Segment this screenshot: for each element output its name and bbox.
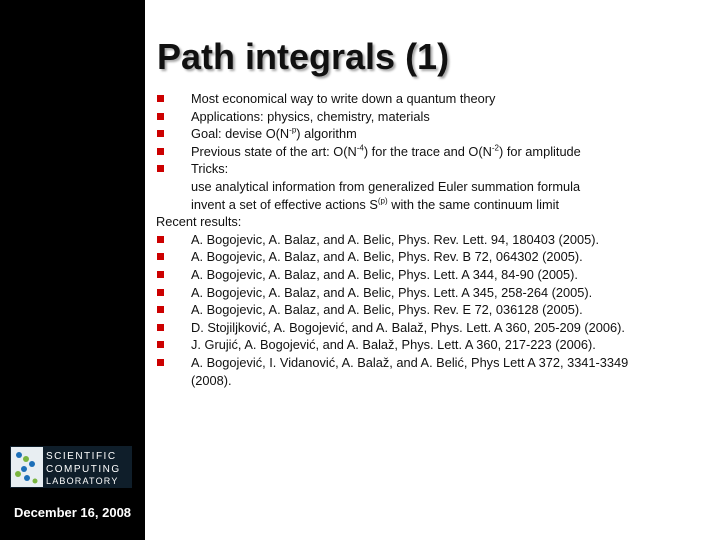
bullet-text-post: ) algorithm	[296, 126, 357, 142]
bullet-square-icon	[157, 253, 164, 260]
reference-text: A. Bogojevic, A. Balaz, and A. Belic, Phys. Lett. A 345, 258-264 (2005).	[191, 284, 593, 300]
bullet-text: Most economical way to write down a quantum theory	[191, 91, 496, 106]
bullet-square-icon	[157, 324, 164, 331]
bullet-square-icon	[157, 306, 164, 313]
bullet-square-icon	[157, 148, 164, 155]
reference-text: J. Grujić, A. Bogojević, and A. Balaž, Phys. Lett. A 360, 217-223 (2006).	[191, 337, 596, 353]
reference-item	[156, 354, 716, 389]
bullet-item	[156, 125, 716, 143]
subline-post: with the same continuum limit	[387, 196, 560, 212]
slide-date: December 16, 2008	[13, 505, 132, 520]
bullet-text-pre: Goal: devise O(N	[191, 126, 290, 142]
logo-line-1: SCIENTIFIC	[46, 451, 117, 462]
subline-pre: invent a set of effective actions S	[191, 196, 378, 212]
reference-item	[156, 231, 716, 249]
bullet-square-icon	[157, 130, 164, 137]
scientific-computing-laboratory-logo	[10, 446, 132, 488]
reference-text: A. Bogojevic, A. Balaz, and A. Belic, Phys. Rev. E 72, 036128 (2005).	[191, 302, 583, 318]
bullet-square-icon	[157, 236, 164, 243]
reference-item	[156, 336, 716, 354]
slide-title: Path integrals (1)	[157, 36, 450, 77]
bullet-subline: use analytical information from generalized Euler summation formula	[191, 178, 581, 194]
slide-content	[156, 90, 716, 389]
bullet-item	[156, 90, 716, 108]
reference-text: A. Bogojevic, A. Balaz, and A. Belic, Phys. Rev. B 72, 064302 (2005).	[191, 249, 583, 265]
bullet-square-icon	[157, 271, 164, 278]
bullet-item	[156, 143, 716, 161]
reference-text: A. Bogojević, I. Vidanović, A. Balaž, and A. Belić, Phys Lett A 372, 3341-3349	[191, 354, 629, 370]
bullet-square-icon	[157, 95, 164, 102]
subline-superscript: (p)	[377, 196, 388, 206]
bullet-square-icon	[157, 165, 164, 172]
bullet-item	[156, 108, 716, 126]
bullet-text: Applications: physics, chemistry, materials	[191, 108, 430, 124]
reference-item	[156, 319, 716, 337]
reference-text: A. Bogojevic, A. Balaz, and A. Belic, Phys. Lett. A 344, 84-90 (2005).	[191, 266, 578, 282]
reference-text-continued: (2008).	[191, 372, 232, 388]
bullet-text: Tricks:	[191, 161, 229, 177]
bullet-square-icon	[157, 359, 164, 366]
reference-item	[156, 248, 716, 266]
bullet-text-pre: Previous state of the art: O(N	[191, 143, 357, 159]
bullet-text-post: ) for amplitude	[499, 143, 581, 159]
reference-item	[156, 266, 716, 284]
bullet-subline	[191, 196, 716, 214]
logo-line-2: COMPUTING	[46, 464, 121, 475]
bullet-square-icon	[157, 289, 164, 296]
sidebar	[0, 0, 145, 540]
bullet-square-icon	[157, 113, 164, 120]
bullet-text-mid: ) for the trace and O(N	[363, 143, 492, 159]
bullet-item	[156, 160, 716, 213]
bullet-superscript: -2	[491, 143, 499, 153]
reference-text: A. Bogojevic, A. Balaz, and A. Belic, Phys. Rev. Lett. 94, 180403 (2005).	[191, 231, 600, 247]
bullet-superscript: -4	[356, 143, 364, 153]
reference-item	[156, 301, 716, 319]
bullet-superscript: -p	[289, 125, 297, 135]
reference-text: D. Stojiljković, A. Bogojević, and A. Balaž, Phys. Lett. A 360, 205-209 (2006).	[191, 319, 625, 335]
bullet-square-icon	[157, 341, 164, 348]
recent-results-heading: Recent results:	[156, 214, 242, 230]
reference-item	[156, 284, 716, 302]
logo-line-3: LABORATORY	[46, 476, 119, 486]
